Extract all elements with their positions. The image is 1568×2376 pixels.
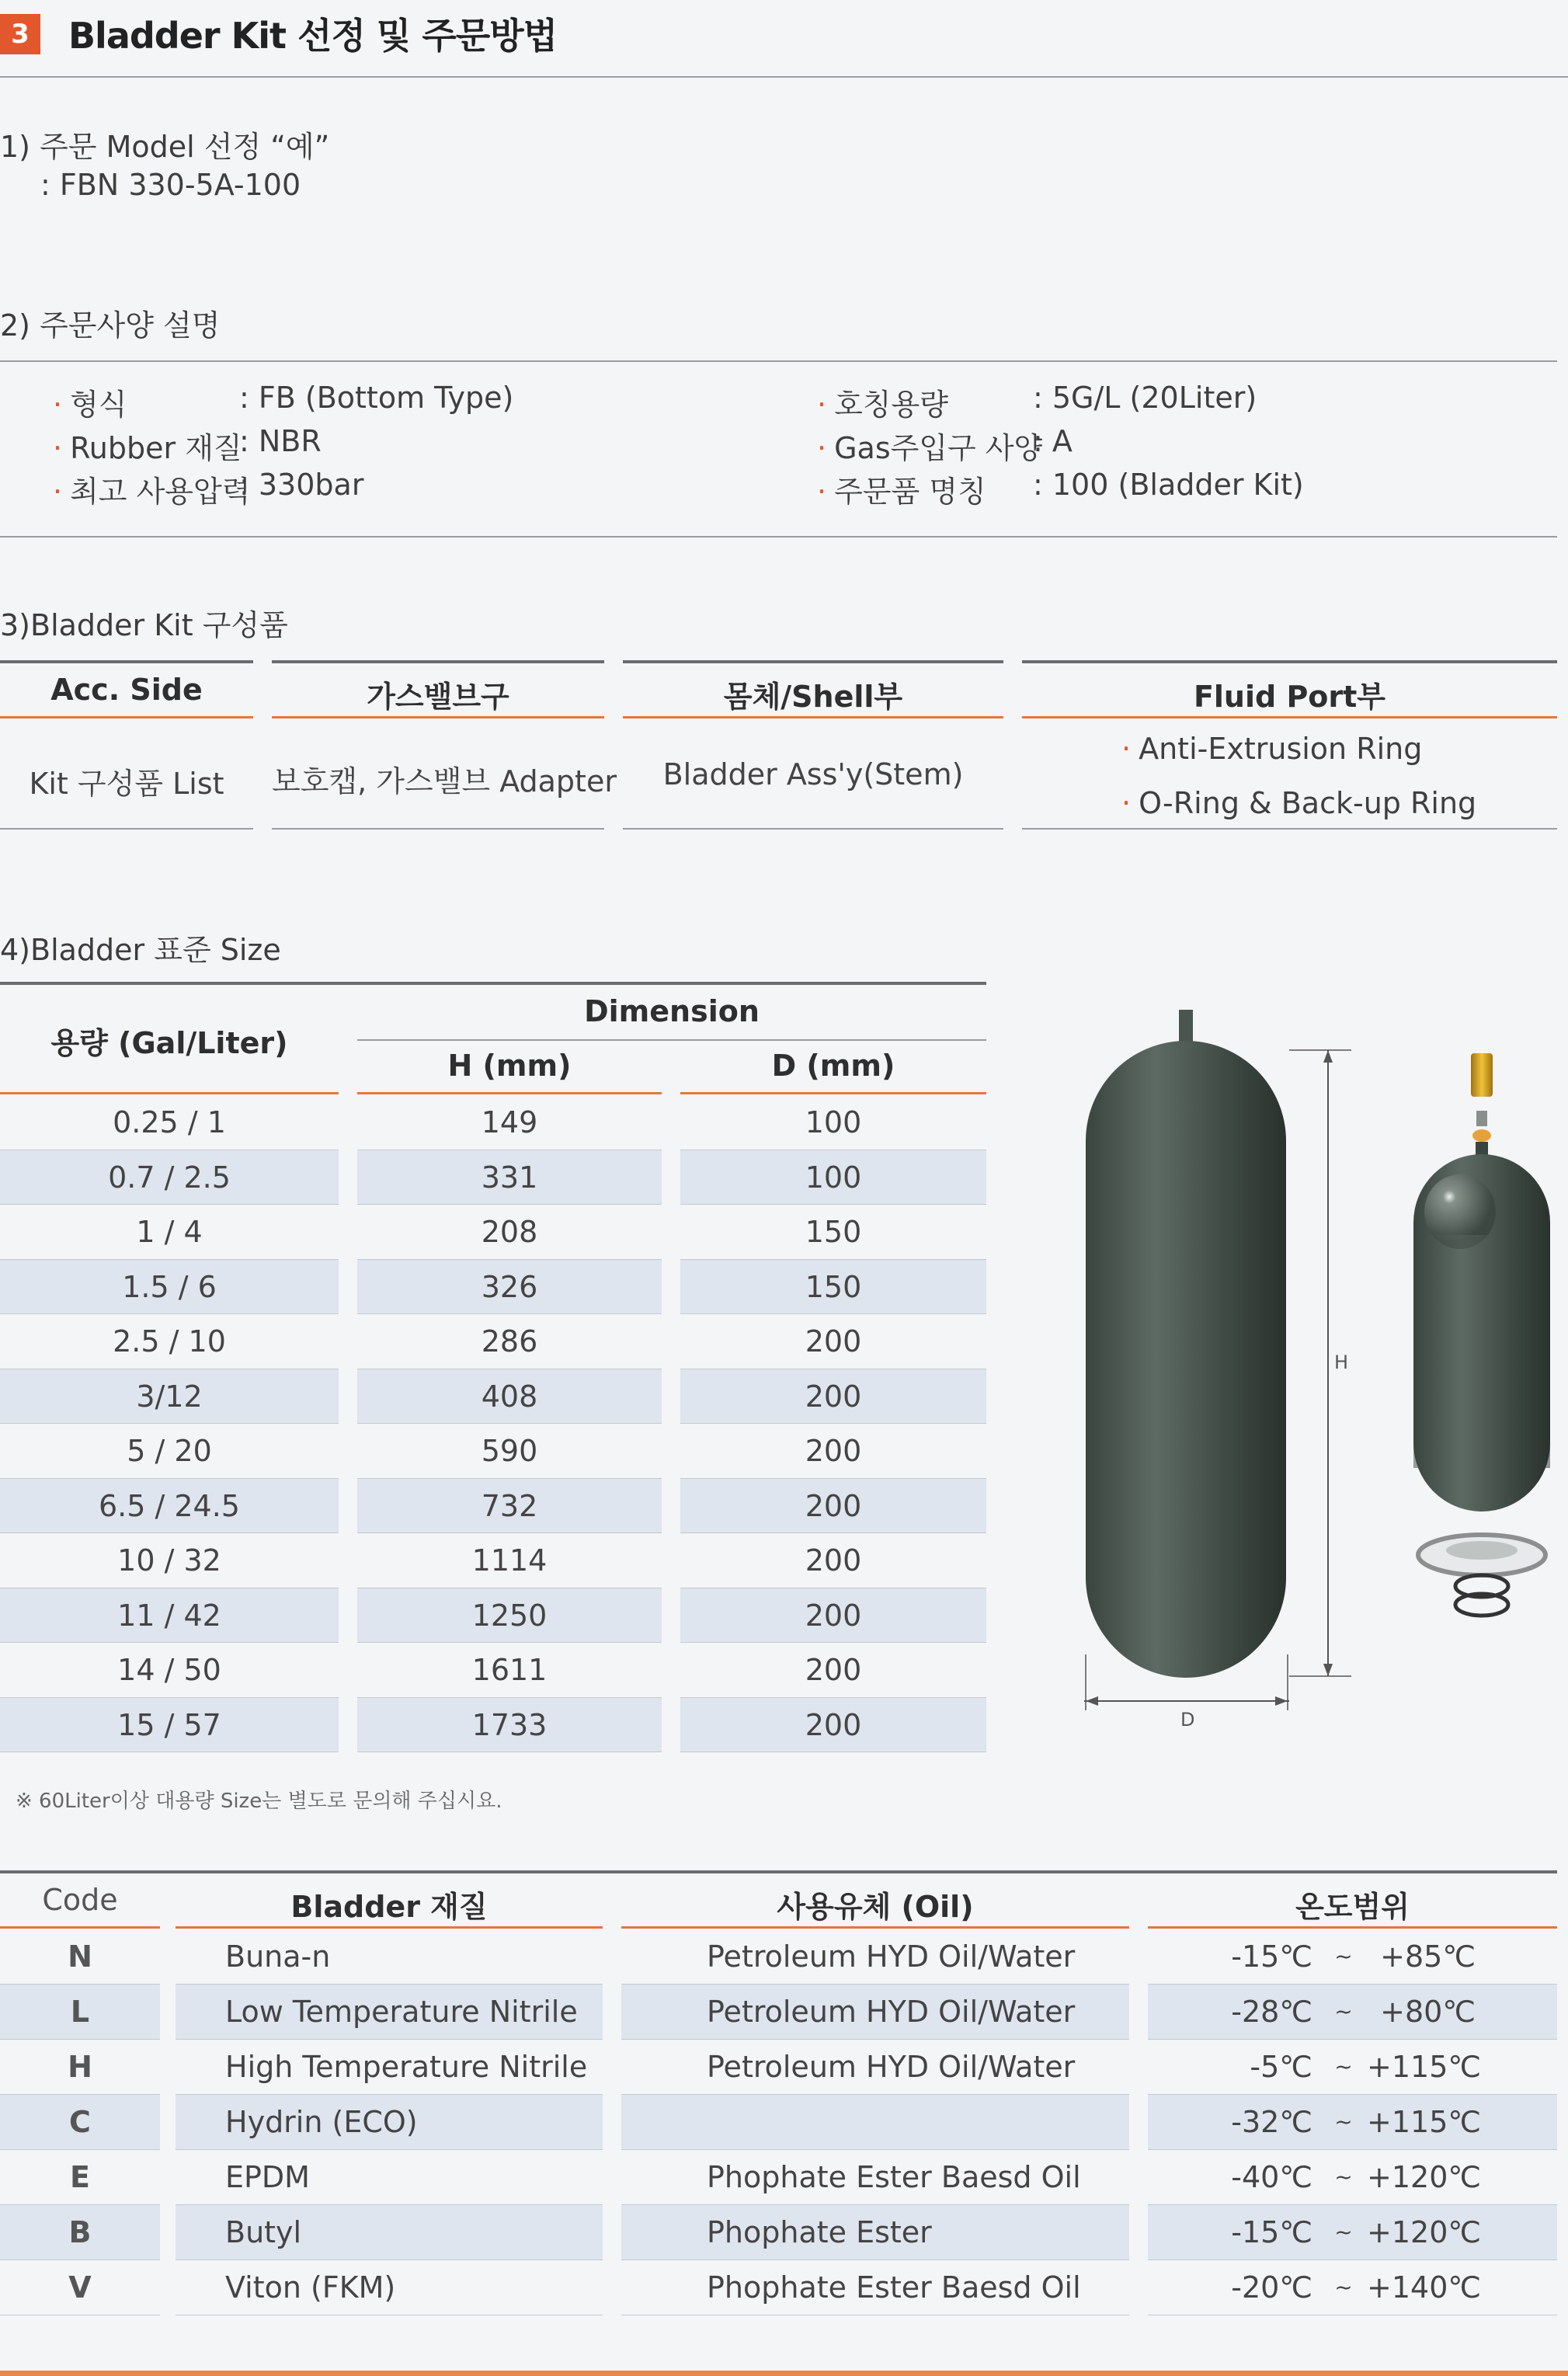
temp-separator: ~ (1334, 1999, 1353, 2024)
section4-heading: 4)Bladder 표준 Size (0, 933, 281, 967)
small-bladder-kit (1413, 1053, 1550, 1616)
page-title: Bladder Kit 선정 및 주문방법 (68, 15, 558, 57)
size-header-h: H (mm) (447, 1049, 572, 1083)
size-row (0, 1314, 986, 1369)
temp-max: +80℃ (1380, 1995, 1476, 2029)
size-diameter: 200 (805, 1434, 862, 1468)
temp-min: -28℃ (1231, 1995, 1312, 2029)
size-diameter: 100 (805, 1160, 862, 1195)
kit-header-shell: 몸체/Shell부 (723, 680, 903, 714)
temp-min: -32℃ (1231, 2105, 1312, 2139)
size-note: ※ 60Liter이상 대용량 Size는 별도로 문의해 주십시요. (16, 1790, 502, 1813)
spec-type: · 형식 (53, 388, 127, 422)
size-capacity: 15 / 57 (117, 1707, 221, 1742)
material-fluid: Phophate Ester Baesd Oil (707, 2270, 1081, 2305)
table-top-rule (272, 660, 604, 663)
table-top-rule (0, 982, 986, 985)
header-underline (0, 1926, 160, 1929)
size-diameter: 200 (805, 1598, 862, 1633)
section3-heading: 3)Bladder Kit 구성품 (0, 608, 288, 642)
material-header-fluid: 사용유체 (Oil) (777, 1890, 974, 1924)
material-fluid: Phophate Ester Baesd Oil (707, 2160, 1081, 2194)
material-code: E (70, 2160, 90, 2194)
divider (272, 828, 604, 830)
header-underline (1022, 716, 1557, 718)
material-fluid (707, 2095, 1126, 2149)
material-name: High Temperature Nitrile (225, 2050, 588, 2084)
size-row (0, 1424, 986, 1478)
kit-fluid-item: · Anti-Extrusion Ring (1121, 732, 1423, 766)
section1-heading: 1) 주문 Model 선정 “예” (0, 130, 330, 164)
size-diameter: 150 (805, 1215, 862, 1249)
dim-label-d: D (1180, 1709, 1195, 1731)
spec-type-value: : FB (Bottom Type) (239, 381, 514, 415)
size-height: 408 (481, 1379, 538, 1414)
header-underline (1148, 1926, 1557, 1929)
size-diameter: 200 (805, 1379, 862, 1414)
material-fluid: Phophate Ester (707, 2215, 932, 2249)
size-capacity: 14 / 50 (117, 1653, 221, 1687)
size-height: 149 (481, 1105, 538, 1139)
spec-rubber: · Rubber 재질 (53, 431, 242, 465)
size-height: 331 (481, 1160, 538, 1195)
header-underline (272, 716, 604, 718)
temp-separator: ~ (1334, 2219, 1353, 2245)
size-height: 1611 (471, 1653, 548, 1687)
material-fluid: Petroleum HYD Oil/Water (707, 2050, 1076, 2084)
temp-separator: ~ (1334, 1943, 1353, 1969)
size-capacity: 5 / 20 (127, 1434, 212, 1468)
size-capacity: 10 / 32 (117, 1543, 221, 1578)
size-height: 1733 (471, 1707, 548, 1742)
table-top-rule (0, 1870, 1557, 1873)
temp-max: +115℃ (1367, 2105, 1482, 2139)
spec-gas-port: · Gas주입구 사양 (817, 431, 1043, 465)
size-capacity: 3/12 (136, 1379, 203, 1414)
size-height: 590 (481, 1434, 538, 1468)
divider (623, 828, 1003, 830)
header-underline (623, 716, 1003, 718)
size-row (0, 1643, 986, 1697)
size-header-capacity: 용량 (Gal/Liter) (50, 1026, 288, 1060)
temp-min: -5℃ (1250, 2050, 1312, 2084)
section-number-badge: 3 (0, 14, 40, 54)
table-top-rule (623, 660, 1003, 663)
divider (0, 536, 1557, 537)
material-name: Buna-n (225, 1939, 331, 1974)
temp-max: +120℃ (1367, 2160, 1482, 2194)
divider (1022, 828, 1557, 830)
large-bladder (1086, 1010, 1286, 1678)
bladder-illustration (1072, 1002, 1568, 1732)
material-code: H (68, 2050, 92, 2084)
material-code: N (68, 1939, 92, 1974)
material-name: Low Temperature Nitrile (225, 1995, 578, 2029)
kit-header-gas: 가스밸브구 (367, 680, 509, 714)
size-capacity: 0.25 / 1 (113, 1105, 226, 1139)
kit-shell: Bladder Ass'y(Stem) (662, 757, 964, 791)
size-diameter: 200 (805, 1543, 862, 1578)
size-row (0, 1698, 986, 1752)
table-top-rule (0, 660, 253, 663)
divider (357, 1039, 986, 1041)
temp-max: +140℃ (1367, 2270, 1482, 2305)
kit-header-acc: Acc. Side (50, 673, 203, 707)
temp-separator: ~ (1334, 2164, 1353, 2190)
section2-heading: 2) 주문사양 설명 (0, 308, 221, 343)
size-row (0, 1479, 986, 1533)
material-code: V (68, 2270, 92, 2305)
material-code: B (68, 2215, 92, 2249)
size-diameter: 150 (805, 1269, 862, 1304)
size-height: 326 (481, 1269, 538, 1304)
spec-item-name-value: : 100 (Bladder Kit) (1033, 468, 1304, 502)
temp-min: -20℃ (1231, 2270, 1312, 2305)
size-capacity: 1.5 / 6 (122, 1269, 217, 1304)
footer-bar (0, 2371, 1568, 2376)
header-underline (176, 1926, 603, 1929)
header-underline (680, 1092, 986, 1094)
material-name: Hydrin (ECO) (225, 2105, 418, 2139)
size-diameter: 100 (805, 1105, 862, 1139)
size-capacity: 1 / 4 (136, 1215, 203, 1249)
material-header-temp: 온도범위 (1295, 1890, 1410, 1924)
temp-min: -15℃ (1231, 2215, 1312, 2249)
spec-capacity: · 호칭용량 (817, 388, 948, 422)
size-capacity: 11 / 42 (117, 1598, 221, 1633)
table-top-rule (1022, 660, 1557, 663)
size-height: 208 (481, 1215, 538, 1249)
size-height: 1250 (471, 1598, 548, 1633)
material-header-code: Code (42, 1883, 118, 1917)
spec-capacity-value: : 5G/L (20Liter) (1033, 381, 1257, 415)
divider (0, 76, 1568, 78)
kit-gas-valve: 보호캡, 가스밸브 Adapter (272, 764, 617, 798)
size-diameter: 200 (805, 1707, 862, 1742)
size-row (0, 1369, 986, 1424)
size-header-dimension: Dimension (584, 994, 760, 1028)
temp-min: -40℃ (1231, 2160, 1312, 2194)
material-name: Butyl (225, 2215, 302, 2249)
material-fluid: Petroleum HYD Oil/Water (707, 1939, 1076, 1974)
header-underline (357, 1092, 662, 1094)
material-name: EPDM (225, 2160, 310, 2194)
size-row (0, 1095, 986, 1150)
kit-header-fluid: Fluid Port부 (1193, 680, 1386, 714)
size-header-d: D (mm) (771, 1049, 895, 1083)
material-header-material: Bladder 재질 (290, 1890, 488, 1924)
size-height: 1114 (471, 1543, 548, 1578)
temp-max: +120℃ (1367, 2215, 1482, 2249)
size-row (0, 1588, 986, 1643)
size-capacity: 6.5 / 24.5 (98, 1488, 240, 1523)
size-capacity: 0.7 / 2.5 (108, 1160, 231, 1195)
temp-min: -15℃ (1231, 1939, 1312, 1974)
size-height: 286 (481, 1324, 538, 1358)
material-name: Viton (FKM) (225, 2270, 396, 2305)
spec-pressure-value: : 330bar (239, 468, 364, 502)
dim-label-h: H (1334, 1352, 1349, 1373)
size-diameter: 200 (805, 1488, 862, 1523)
header-underline (0, 1092, 339, 1094)
spec-gas-port-value: : A (1033, 424, 1073, 458)
temp-separator: ~ (1334, 2274, 1353, 2300)
divider (0, 360, 1557, 362)
temp-max: +85℃ (1380, 1939, 1476, 1974)
size-row (0, 1260, 986, 1314)
material-code: L (70, 1995, 90, 2029)
header-underline (0, 716, 253, 718)
size-height: 732 (481, 1488, 538, 1523)
kit-row-label: Kit 구성품 List (29, 767, 224, 801)
spec-rubber-value: : NBR (239, 424, 322, 458)
material-code: C (69, 2105, 91, 2139)
model-example: : FBN 330-5A-100 (40, 168, 301, 202)
material-fluid: Petroleum HYD Oil/Water (707, 1995, 1076, 2029)
temp-separator: ~ (1334, 2109, 1353, 2134)
size-diameter: 200 (805, 1324, 862, 1358)
size-capacity: 2.5 / 10 (113, 1324, 226, 1358)
spec-pressure: · 최고 사용압력 (53, 475, 251, 509)
spec-item-name: · 주문품 명칭 (817, 475, 986, 509)
kit-fluid-item: · O-Ring & Back-up Ring (1121, 786, 1477, 820)
temp-separator: ~ (1334, 2054, 1353, 2079)
size-diameter: 200 (805, 1653, 862, 1687)
header-underline (621, 1926, 1129, 1929)
divider (0, 828, 253, 830)
size-row (0, 1150, 986, 1205)
size-row (0, 1205, 986, 1259)
temp-max: +115℃ (1367, 2050, 1482, 2084)
size-row (0, 1533, 986, 1588)
